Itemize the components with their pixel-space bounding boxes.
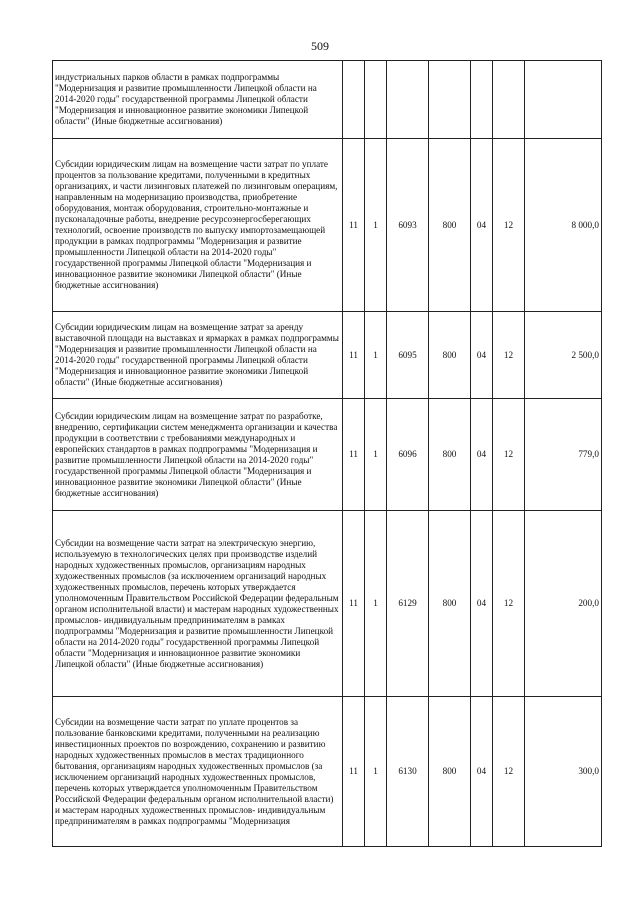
direction-code: 6130 — [387, 697, 429, 847]
expense-type-code: 800 — [429, 511, 471, 697]
table-row — [53, 61, 602, 139]
amount: 200,0 — [525, 511, 602, 697]
expense-type-code: 800 — [429, 399, 471, 511]
program-code: 11 — [343, 312, 365, 399]
subsection-code: 12 — [493, 697, 525, 847]
section-code: 04 — [471, 312, 493, 399]
expense-type-code: 800 — [429, 312, 471, 399]
row-description: индустриальных парков области в рамках подпрограммы "Модернизация и развитие промышленности Липецкой области на 2014-2020 годы" государственной программы Липецкой области "Модернизация и инновационное развитие экономики Липецкой области" (Иные бюджетные ассигнования) — [53, 61, 343, 139]
expense-type-code — [429, 61, 471, 139]
table-row — [53, 312, 602, 399]
direction-code — [387, 61, 429, 139]
subprogram-code: 1 — [365, 511, 387, 697]
subsection-code — [493, 61, 525, 139]
budget-table — [52, 60, 602, 847]
subprogram-code: 1 — [365, 312, 387, 399]
amount: 8 000,0 — [525, 139, 602, 312]
subsection-code: 12 — [493, 399, 525, 511]
subprogram-code: 1 — [365, 697, 387, 847]
page-number: 509 — [311, 39, 329, 53]
section-code: 04 — [471, 697, 493, 847]
program-code: 11 — [343, 139, 365, 312]
section-code: 04 — [471, 511, 493, 697]
section-code: 04 — [471, 399, 493, 511]
row-description: Субсидии юридическим лицам на возмещение части затрат по уплате процентов за пользование кредитами, полученными в кредитных организациях, и части лизинговых платежей по лизинговым операциям, направленным на модернизацию производства, приобретение оборудования, монтаж оборудования, строительно-монтажные и пусконаладочные работы, внедрение ресурсоэнергосберегающих технологий, освоение производств по выпуску импортозамещающей продукции в рамках подпрограммы "Модернизация и развитие промышленности Липецкой области на 2014-2020 годы" государственной программы Липецкой области "Модернизация и инновационное развитие экономики Липецкой области" (Иные бюджетные ассигнования) — [53, 139, 343, 312]
table-row — [53, 511, 602, 697]
expense-type-code: 800 — [429, 697, 471, 847]
subprogram-code: 1 — [365, 139, 387, 312]
row-description: Субсидии на возмещение части затрат на электрическую энергию, используемую в технологических целях при производстве изделий народных художественных промыслов, организациям народных художественных промыслов (за исключением организаций народных художественных промыслов, перечень которых утверждается уполномоченным Правительством Российской Федерации федеральным органом исполнительной власти) и мастерам народных художественных промыслов- индивидуальным предпринимателям в рамках подпрограммы "Модернизация и развитие промышленности Липецкой области на 2014-2020 годы" государственной программы Липецкой области "Модернизация и инновационное развитие экономики Липецкой области" (Иные бюджетные ассигнования) — [53, 511, 343, 697]
program-code: 11 — [343, 697, 365, 847]
section-code — [471, 61, 493, 139]
subprogram-code — [365, 61, 387, 139]
program-code: 11 — [343, 511, 365, 697]
direction-code: 6129 — [387, 511, 429, 697]
expense-type-code: 800 — [429, 139, 471, 312]
amount: 779,0 — [525, 399, 602, 511]
table-row — [53, 139, 602, 312]
direction-code: 6093 — [387, 139, 429, 312]
row-description: Субсидии юридическим лицам на возмещение затрат по разработке, внедрению, сертификации систем менеджмента организации и качества продукции в соответствии с требованиями международных и европейских стандартов в рамках подпрограммы "Модернизация и развитие промышленности Липецкой области на 2014-2020 годы" государственной программы Липецкой области "Модернизация и инновационное развитие экономики Липецкой области" (Иные бюджетные ассигнования) — [53, 399, 343, 511]
subsection-code: 12 — [493, 312, 525, 399]
row-description: Субсидии на возмещение части затрат по уплате процентов за пользование банковскими кредитами, полученными на реализацию инвестиционных проектов по возрождению, сохранению и развитию народных художественных промыслов в местах традиционного бытования, организациям народных художественных промыслов (за исключением организаций народных художественных промыслов, перечень которых утверждается уполномоченным Правительством Российской Федерации федеральным органом исполнительной власти) и мастерам народных художественных промыслов- индивидуальным предпринимателям в рамках подпрограммы "Модернизация — [53, 697, 343, 847]
program-code — [343, 61, 365, 139]
subsection-code: 12 — [493, 511, 525, 697]
row-description: Субсидии юридическим лицам на возмещение затрат за аренду выставочной площади на выставках и ярмарках в рамках подпрограммы "Модернизация и развитие промышленности Липецкой области на 2014-2020 годы" государственной программы Липецкой области "Модернизация и инновационное развитие экономики Липецкой области" (Иные бюджетные ассигнования) — [53, 312, 343, 399]
amount: 300,0 — [525, 697, 602, 847]
direction-code: 6096 — [387, 399, 429, 511]
amount — [525, 61, 602, 139]
table-row — [53, 399, 602, 511]
program-code: 11 — [343, 399, 365, 511]
section-code: 04 — [471, 139, 493, 312]
subsection-code: 12 — [493, 139, 525, 312]
subprogram-code: 1 — [365, 399, 387, 511]
amount: 2 500,0 — [525, 312, 602, 399]
table-row — [53, 697, 602, 847]
direction-code: 6095 — [387, 312, 429, 399]
